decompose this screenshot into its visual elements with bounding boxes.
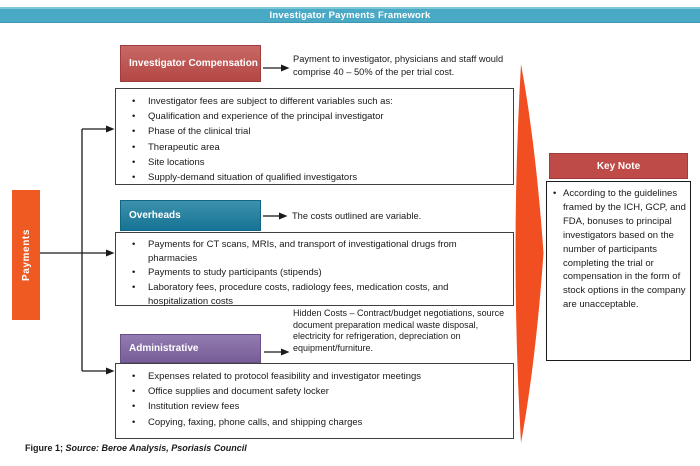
keynote-text: • According to the guidelines framed by the ICH, GCP, and FDA, bonuses to principal investigators based on the number of participants completing the trial or compensation in the form of stock options in the company are unacceptable. <box>547 187 686 312</box>
section-header-label: Overheads <box>129 210 181 221</box>
list-item: • Site locations <box>116 155 508 170</box>
keynote-body <box>546 181 691 361</box>
list-item: • Office supplies and document safety locker <box>116 384 508 399</box>
section-header-label: Investigator Compensation <box>129 58 258 69</box>
list-item: • Expenses related to protocol feasibility and investigator meetings <box>116 369 508 384</box>
payments-label: Payments <box>20 228 32 282</box>
list-item: • Payments for CT scans, MRIs, and transport of investigational drugs from pharmacies <box>116 238 508 266</box>
bullets-administrative <box>115 363 514 439</box>
list-item: • Copying, faxing, phone calls, and shipping charges <box>116 415 508 430</box>
connector-trunk <box>40 129 82 371</box>
section-header-label: Administrative <box>129 343 199 354</box>
figure-label: Figure 1; <box>25 443 66 453</box>
list-item: • Institution review fees <box>116 399 508 414</box>
bullets-overheads <box>115 232 514 306</box>
figure-caption <box>25 443 247 453</box>
flow-arrow <box>516 64 544 443</box>
section-header-investigator-compensation <box>120 45 261 82</box>
bullets-investigator-compensation <box>115 88 514 185</box>
section-header-overheads <box>120 200 261 231</box>
list-item: • Laboratory fees, procedure costs, radiology fees, medication costs, and hospitalization costs <box>116 281 508 309</box>
list-item: • Supply-demand situation of qualified investigators <box>116 170 508 185</box>
list-item: • Investigator fees are subject to different variables such as: <box>116 94 508 109</box>
note-overheads: The costs outlined are variable. <box>292 211 422 221</box>
list-item: • Qualification and experience of the principal investigator <box>116 109 508 124</box>
payments-label-box <box>12 190 40 320</box>
keynote-title: Key Note <box>596 160 641 172</box>
note-investigator-compensation: Payment to investigator, physicians and staff would comprise 40 – 50% of the per trial cost. <box>293 54 504 77</box>
list-item: • Therapeutic area <box>116 140 508 155</box>
section-header-administrative <box>120 334 261 363</box>
source-text: Source: Beroe Analysis, Psoriasis Council <box>65 443 247 453</box>
list-item: • Phase of the clinical trial <box>116 124 508 139</box>
title-bar <box>0 7 700 23</box>
keynote-header <box>549 153 688 179</box>
page-title: Investigator Payments Framework <box>269 10 431 21</box>
note-hidden-costs: Hidden Costs – Contract/budget negotiations, source document preparation medical waste disposal, electricity for refrigeration, depreciation on equipment/furniture. <box>293 308 505 353</box>
list-item: • Payments to study participants (stipends) <box>116 266 508 280</box>
